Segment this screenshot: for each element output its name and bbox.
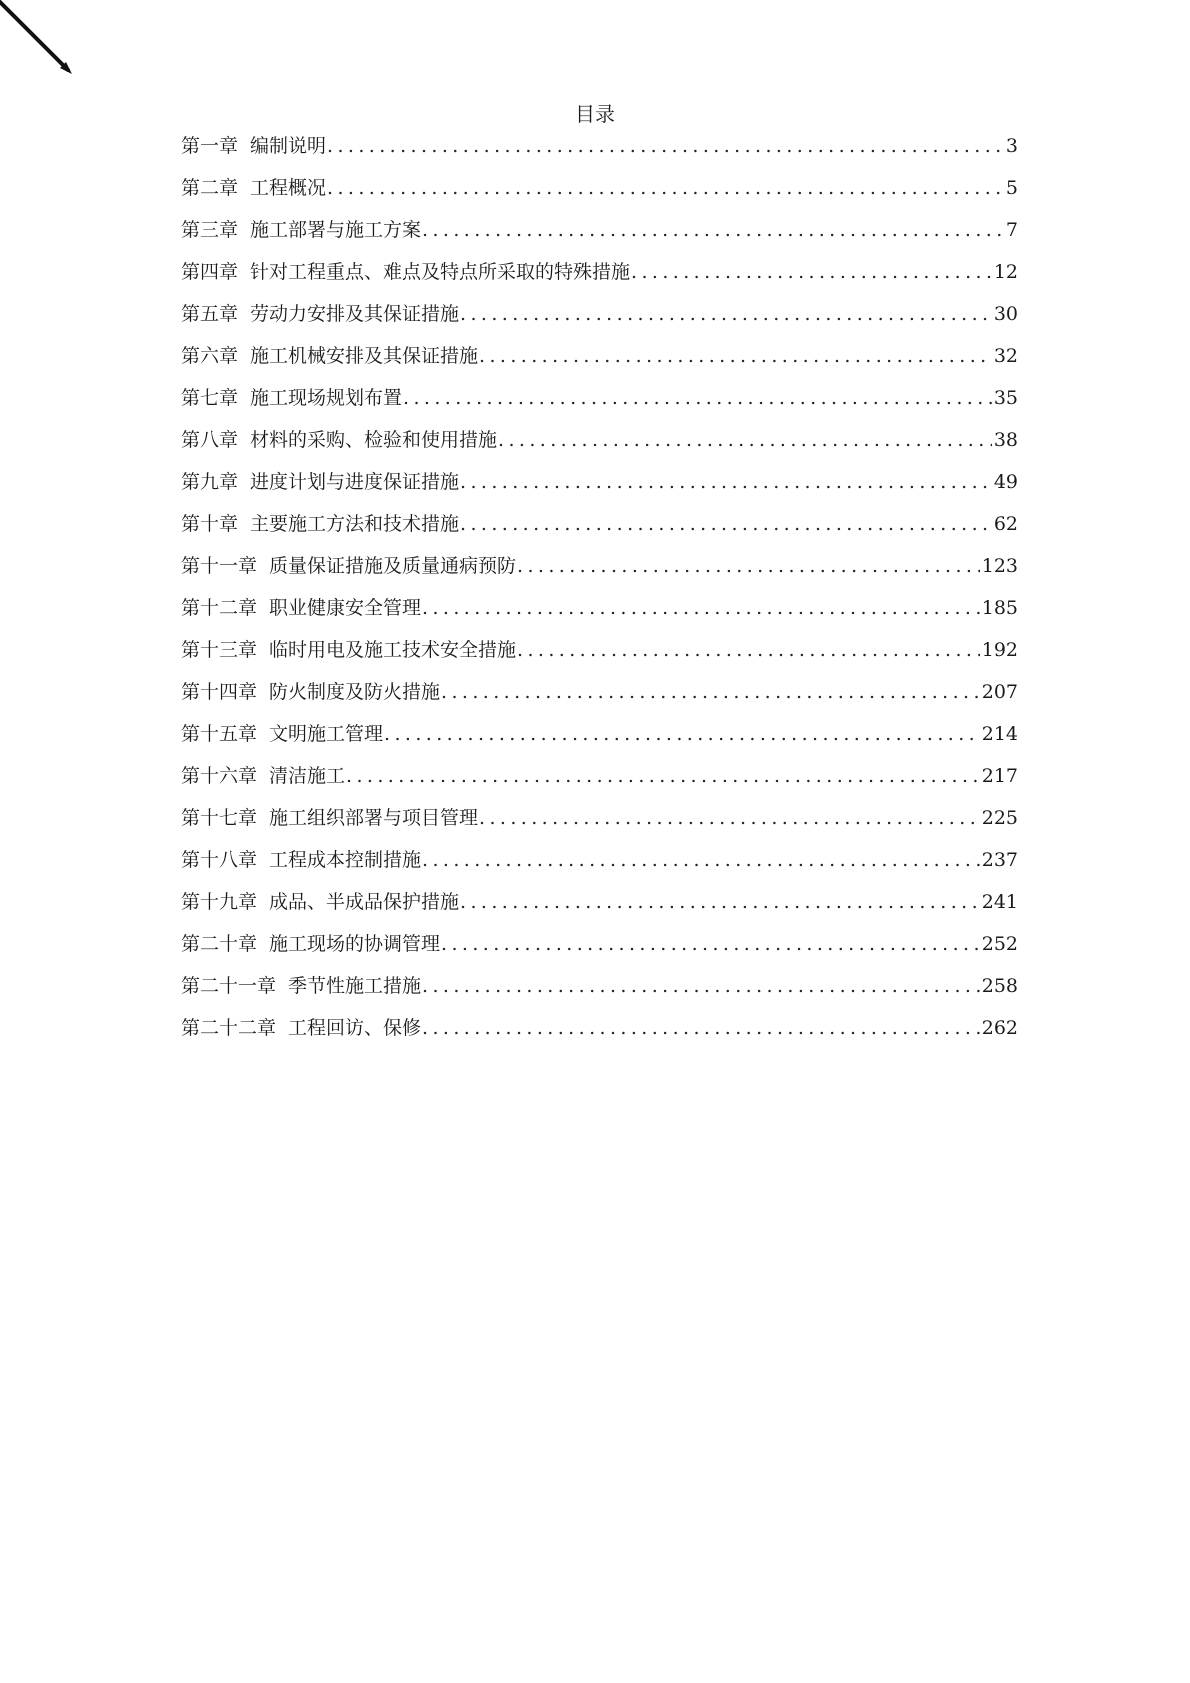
toc-page-number: 207 (981, 681, 1018, 703)
toc-chapter-number: 第二十二章 (181, 1017, 277, 1039)
toc-chapter-number: 第九章 (181, 471, 239, 493)
toc-dot-leader (479, 803, 980, 833)
toc-dot-leader (346, 761, 980, 791)
toc-chapter-heading: 清洁施工 (269, 765, 346, 787)
toc-chapter-number: 第十一章 (181, 555, 258, 577)
toc-chapter-heading: 工程成本控制措施 (269, 849, 422, 871)
toc-entry[interactable] (181, 845, 1018, 887)
toc-dot-leader (460, 509, 992, 539)
toc-entry[interactable] (181, 173, 1018, 215)
toc-page-number: 5 (1005, 177, 1018, 199)
toc-chapter-number: 第八章 (181, 429, 239, 451)
toc-page-number: 192 (981, 639, 1018, 661)
toc-page-number: 30 (993, 303, 1018, 325)
toc-entry[interactable] (181, 551, 1018, 593)
toc-entry[interactable] (181, 803, 1018, 845)
toc-dot-leader (441, 677, 980, 707)
toc-chapter-number: 第二十章 (181, 933, 258, 955)
toc-dot-leader (403, 383, 992, 413)
toc-page-number: 214 (981, 723, 1018, 745)
toc-chapter-heading: 职业健康安全管理 (269, 597, 422, 619)
toc-chapter-heading: 施工现场规划布置 (250, 387, 403, 409)
toc-chapter-number: 第二章 (181, 177, 239, 199)
toc-page-number: 258 (981, 975, 1018, 997)
toc-chapter-heading: 施工机械安排及其保证措施 (250, 345, 479, 367)
toc-page-number: 237 (981, 849, 1018, 871)
toc-chapter-number: 第十四章 (181, 681, 258, 703)
toc-page-number: 35 (993, 387, 1018, 409)
toc-chapter-number: 第十八章 (181, 849, 258, 871)
toc-page-number: 225 (981, 807, 1018, 829)
toc-entry[interactable] (181, 131, 1018, 173)
toc-chapter-heading: 施工部署与施工方案 (250, 219, 422, 241)
toc-page-number: 12 (993, 261, 1018, 283)
toc-chapter-heading: 材料的采购、检验和使用措施 (250, 429, 498, 451)
toc-page-number: 32 (993, 345, 1018, 367)
toc-chapter-heading: 工程回访、保修 (288, 1017, 422, 1039)
table-of-contents (181, 131, 1018, 1055)
toc-dot-leader (498, 425, 992, 455)
toc-dot-leader (327, 131, 1004, 161)
toc-chapter-heading: 编制说明 (250, 135, 327, 157)
toc-chapter-number: 第六章 (181, 345, 239, 367)
toc-entry[interactable] (181, 677, 1018, 719)
toc-dot-leader (631, 257, 992, 287)
toc-entry[interactable] (181, 887, 1018, 929)
toc-chapter-heading: 文明施工管理 (269, 723, 384, 745)
toc-page-number: 7 (1005, 219, 1018, 241)
toc-chapter-number: 第七章 (181, 387, 239, 409)
toc-chapter-number: 第十七章 (181, 807, 258, 829)
toc-dot-leader (460, 467, 992, 497)
toc-title: 目录 (575, 102, 615, 126)
toc-entry[interactable] (181, 215, 1018, 257)
toc-page-number: 185 (981, 597, 1018, 619)
toc-chapter-number: 第十章 (181, 513, 239, 535)
toc-dot-leader (517, 551, 980, 581)
toc-page-number: 217 (981, 765, 1018, 787)
toc-entry[interactable] (181, 635, 1018, 677)
toc-chapter-heading: 进度计划与进度保证措施 (250, 471, 460, 493)
toc-entry[interactable] (181, 383, 1018, 425)
toc-page-number: 241 (981, 891, 1018, 913)
toc-dot-leader (422, 971, 980, 1001)
toc-dot-leader (384, 719, 980, 749)
toc-chapter-number: 第十二章 (181, 597, 258, 619)
toc-chapter-heading: 工程概况 (250, 177, 327, 199)
toc-chapter-number: 第四章 (181, 261, 239, 283)
toc-entry[interactable] (181, 341, 1018, 383)
toc-chapter-heading: 劳动力安排及其保证措施 (250, 303, 460, 325)
toc-page-number: 123 (981, 555, 1018, 577)
toc-dot-leader (327, 173, 1004, 203)
toc-entry[interactable] (181, 719, 1018, 761)
toc-dot-leader (460, 299, 992, 329)
toc-dot-leader (422, 845, 980, 875)
toc-dot-leader (422, 1013, 980, 1043)
toc-entry[interactable] (181, 1013, 1018, 1055)
toc-chapter-heading: 成品、半成品保护措施 (269, 891, 460, 913)
toc-entry[interactable] (181, 929, 1018, 971)
toc-dot-leader (422, 215, 1004, 245)
toc-dot-leader (479, 341, 992, 371)
toc-page-number: 3 (1005, 135, 1018, 157)
toc-chapter-heading: 施工组织部署与项目管理 (269, 807, 479, 829)
toc-page-number: 62 (993, 513, 1018, 535)
toc-entry[interactable] (181, 425, 1018, 467)
toc-chapter-heading: 季节性施工措施 (288, 975, 422, 997)
toc-chapter-number: 第二十一章 (181, 975, 277, 997)
toc-chapter-heading: 施工现场的协调管理 (269, 933, 441, 955)
toc-chapter-heading: 主要施工方法和技术措施 (250, 513, 460, 535)
toc-page-number: 252 (981, 933, 1018, 955)
toc-dot-leader (460, 887, 980, 917)
corner-slash-mark (0, 0, 80, 80)
toc-page-number: 262 (981, 1017, 1018, 1039)
toc-entry[interactable] (181, 509, 1018, 551)
toc-dot-leader (517, 635, 980, 665)
toc-chapter-heading: 质量保证措施及质量通病预防 (269, 555, 517, 577)
toc-entry[interactable] (181, 761, 1018, 803)
toc-page-number: 49 (993, 471, 1018, 493)
toc-chapter-heading: 临时用电及施工技术安全措施 (269, 639, 517, 661)
toc-chapter-heading: 防火制度及防火措施 (269, 681, 441, 703)
toc-chapter-heading: 针对工程重点、难点及特点所采取的特殊措施 (250, 261, 631, 283)
toc-chapter-number: 第十五章 (181, 723, 258, 745)
toc-entry[interactable] (181, 593, 1018, 635)
toc-entry[interactable] (181, 467, 1018, 509)
toc-chapter-number: 第十九章 (181, 891, 258, 913)
toc-entry[interactable] (181, 299, 1018, 341)
toc-dot-leader (441, 929, 980, 959)
toc-chapter-number: 第一章 (181, 135, 239, 157)
toc-entry[interactable] (181, 971, 1018, 1013)
toc-page-number: 38 (993, 429, 1018, 451)
toc-chapter-number: 第十三章 (181, 639, 258, 661)
toc-entry[interactable] (181, 257, 1018, 299)
toc-chapter-number: 第五章 (181, 303, 239, 325)
toc-chapter-number: 第三章 (181, 219, 239, 241)
toc-dot-leader (422, 593, 980, 623)
toc-chapter-number: 第十六章 (181, 765, 258, 787)
